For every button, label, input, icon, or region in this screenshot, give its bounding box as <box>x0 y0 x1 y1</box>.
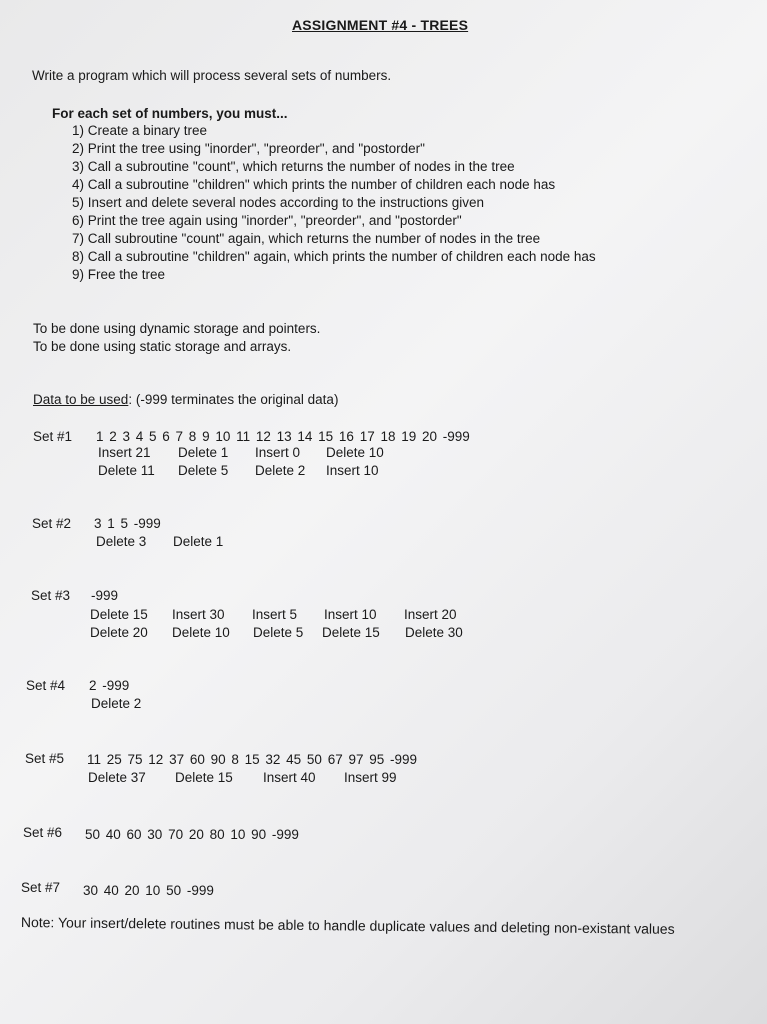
op-item: Delete 1 <box>173 534 224 549</box>
storage-requirements <box>33 320 320 356</box>
set-label: Set #2 <box>32 516 72 531</box>
step-item: 4) Call a subroutine "children" which prints the number of children each node has <box>72 177 556 192</box>
op-item: Insert 99 <box>344 770 397 785</box>
set-ops-row <box>90 625 463 640</box>
op-item: Delete 15 <box>322 625 380 640</box>
set-ops-row <box>88 770 397 785</box>
set-ops-row <box>98 463 379 478</box>
set-label: Set #7 <box>21 880 61 895</box>
storage-line: To be done using static storage and arrays. <box>33 339 292 354</box>
footer-note: Note: Your insert/delete routines must be able to handle duplicate values and deleting non-existant values <box>20 914 675 937</box>
set-numbers: 3 1 5 -999 <box>94 516 161 531</box>
set-numbers: 30 40 20 10 50 -999 <box>83 883 214 898</box>
op-item: Insert 0 <box>255 445 301 460</box>
steps-heading: For each set of numbers, you must... <box>52 106 288 121</box>
step-item: 9) Free the tree <box>72 267 166 282</box>
op-item: Insert 5 <box>252 607 298 622</box>
page-title: ASSIGNMENT #4 - TREES <box>292 17 469 33</box>
set-numbers: 50 40 60 30 70 20 80 10 90 -999 <box>85 827 299 842</box>
op-item: Delete 10 <box>172 625 230 640</box>
op-item: Delete 15 <box>175 770 233 785</box>
set-numbers: 1 2 3 4 5 6 7 8 9 10 11 12 13 14 15 16 17 18 19 20 -999 <box>96 429 470 444</box>
op-item: Delete 2 <box>255 463 306 478</box>
set-label: Set #3 <box>31 588 71 603</box>
step-item: 5) Insert and delete several nodes according to the instructions given <box>72 195 484 210</box>
op-item: Insert 10 <box>326 463 379 478</box>
op-item: Insert 30 <box>172 607 225 622</box>
set-ops-row <box>96 534 223 549</box>
op-item: Insert 40 <box>263 770 316 785</box>
op-item: Delete 30 <box>405 625 463 640</box>
op-item: Delete 11 <box>98 463 155 478</box>
op-item: Delete 3 <box>96 534 147 549</box>
step-item: 2) Print the tree using "inorder", "preorder", and "postorder" <box>72 141 425 156</box>
data-header-label: Data to be used <box>33 392 129 407</box>
set-label: Set #4 <box>26 678 66 693</box>
op-item: Delete 5 <box>253 625 304 640</box>
set-numbers: 2 -999 <box>89 678 130 693</box>
step-item: 8) Call a subroutine "children" again, which prints the number of children each node has <box>72 249 596 264</box>
set-ops-row <box>90 607 457 622</box>
set-ops-row <box>98 445 384 460</box>
set-numbers: -999 <box>91 588 119 603</box>
op-item: Delete 1 <box>178 445 229 460</box>
steps-list <box>72 122 596 284</box>
set-numbers: 11 25 75 12 37 60 90 8 15 32 45 50 67 97 95 -999 <box>87 752 418 767</box>
op-item: Insert 20 <box>404 607 457 622</box>
set-label: Set #6 <box>23 825 63 840</box>
data-header <box>33 392 338 407</box>
data-header-note: : (-999 terminates the original data) <box>128 392 339 407</box>
op-item: Delete 37 <box>88 770 146 785</box>
op-item: Delete 15 <box>90 607 148 622</box>
set-label: Set #5 <box>25 751 65 766</box>
step-item: 6) Print the tree again using "inorder", "preorder", and "postorder" <box>72 213 462 228</box>
op-item: Delete 10 <box>326 445 384 460</box>
set-ops-row <box>91 696 141 711</box>
step-item: 1) Create a binary tree <box>72 123 208 138</box>
op-item: Insert 21 <box>98 445 151 460</box>
set-label: Set #1 <box>33 429 73 444</box>
op-item: Delete 20 <box>90 625 148 640</box>
op-item: Delete 5 <box>178 463 229 478</box>
step-item: 3) Call a subroutine "count", which returns the number of nodes in the tree <box>72 159 515 174</box>
op-item: Insert 10 <box>324 607 377 622</box>
storage-line: To be done using dynamic storage and pointers. <box>33 321 321 336</box>
intro-text: Write a program which will process several sets of numbers. <box>32 68 392 83</box>
op-item: Delete 2 <box>91 696 142 711</box>
step-item: 7) Call subroutine "count" again, which returns the number of nodes in the tree <box>72 231 541 246</box>
